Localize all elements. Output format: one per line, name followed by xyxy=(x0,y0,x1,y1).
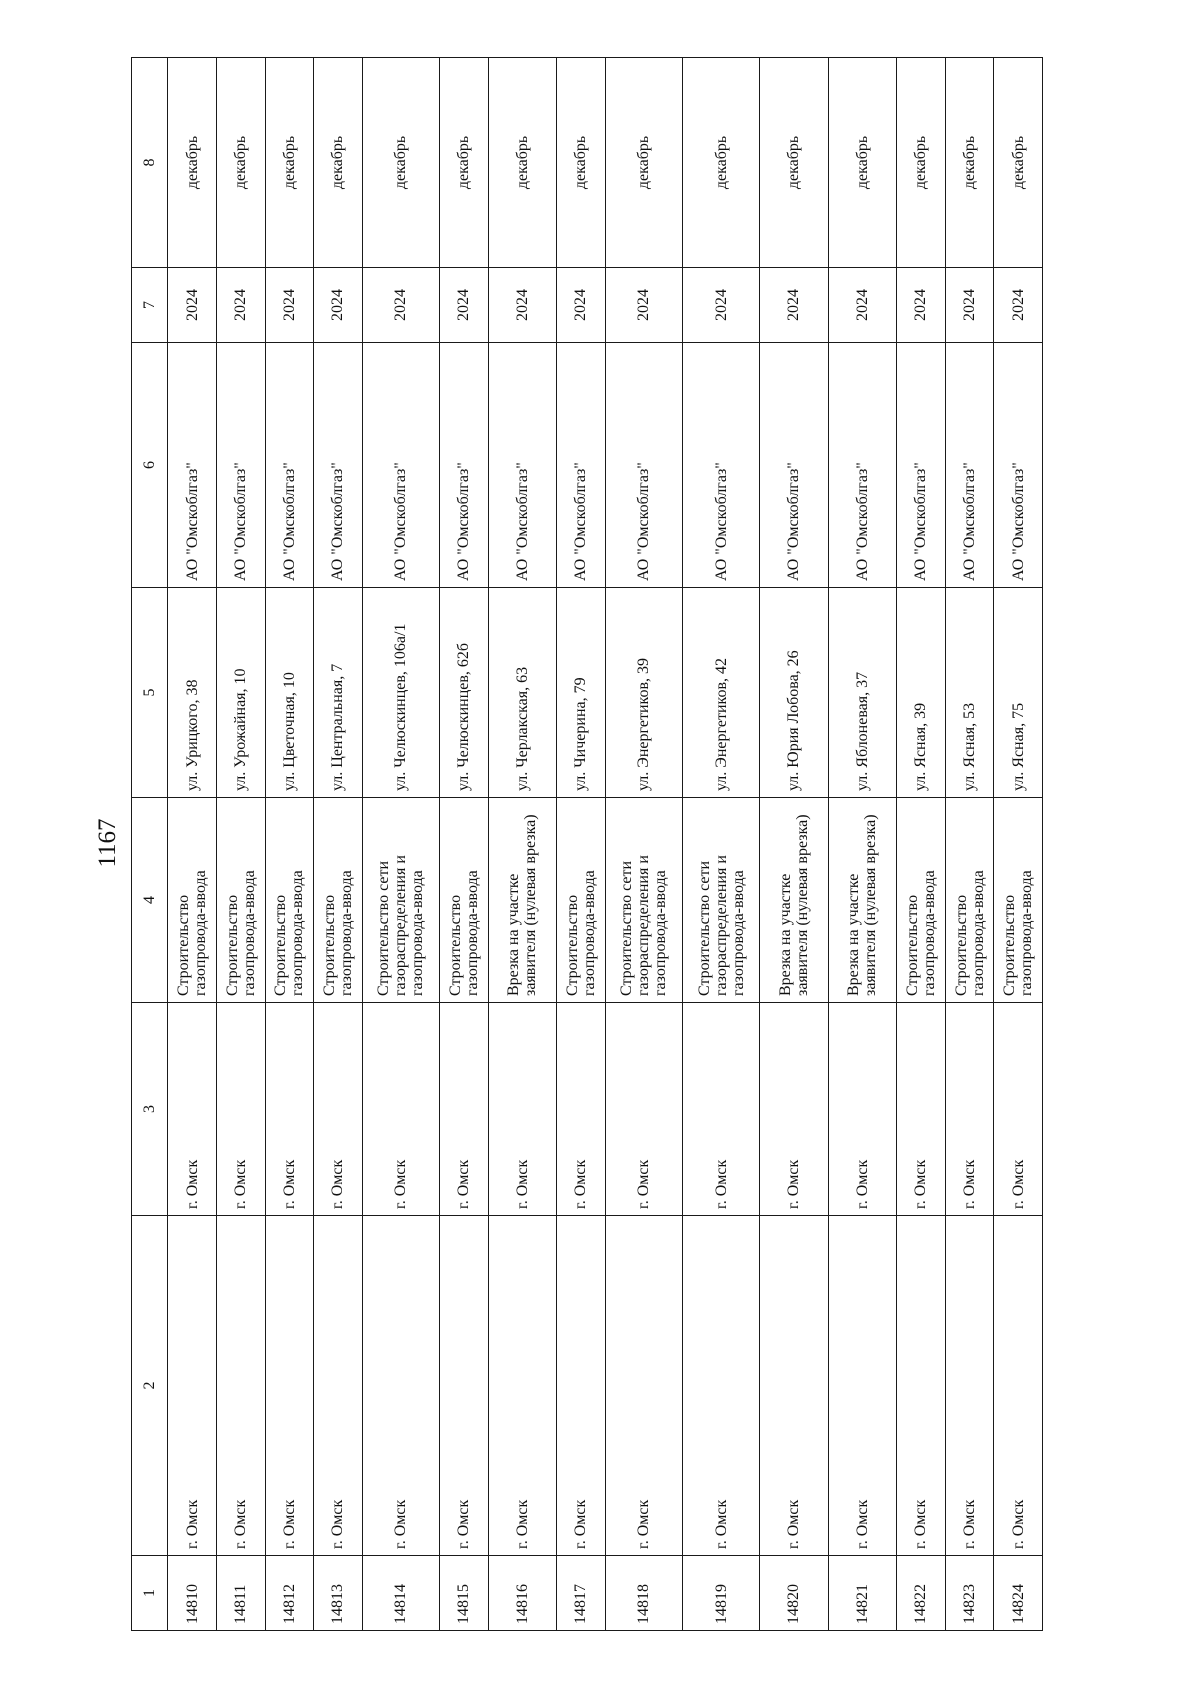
region-cell: г. Омск xyxy=(265,1216,314,1556)
column-header-3: 3 xyxy=(132,1003,168,1216)
table-row xyxy=(682,58,759,1631)
address-cell: ул. Челюскинцев, 106а/1 xyxy=(362,588,439,798)
city-cell: г. Омск xyxy=(488,1003,556,1216)
work-type-cell: Врезка на участке заявителя (нулевая врезка) xyxy=(828,798,896,1003)
city-cell: г. Омск xyxy=(168,1003,217,1216)
organization-cell: АО "Омскоблгаз" xyxy=(168,343,217,588)
year-cell: 2024 xyxy=(440,268,489,343)
table-row xyxy=(994,58,1043,1631)
column-header-7: 7 xyxy=(132,268,168,343)
city-cell: г. Омск xyxy=(828,1003,896,1216)
city-cell: г. Омск xyxy=(265,1003,314,1216)
month-cell: декабрь xyxy=(828,58,896,268)
year-cell: 2024 xyxy=(168,268,217,343)
address-cell: ул. Ясная, 75 xyxy=(994,588,1043,798)
city-cell: г. Омск xyxy=(897,1003,946,1216)
region-cell: г. Омск xyxy=(760,1216,828,1556)
table-row xyxy=(265,58,314,1631)
row-number-cell: 14821 xyxy=(828,1556,896,1631)
region-cell: г. Омск xyxy=(557,1216,606,1556)
city-cell: г. Омск xyxy=(217,1003,266,1216)
region-cell: г. Омск xyxy=(168,1216,217,1556)
address-cell: ул. Урицкого, 38 xyxy=(168,588,217,798)
organization-cell: АО "Омскоблгаз" xyxy=(265,343,314,588)
month-cell: декабрь xyxy=(488,58,556,268)
region-cell: г. Омск xyxy=(362,1216,439,1556)
region-cell: г. Омск xyxy=(828,1216,896,1556)
work-type-cell: Строительство газопровода-ввода xyxy=(945,798,994,1003)
column-header-8: 8 xyxy=(132,58,168,268)
region-cell: г. Омск xyxy=(488,1216,556,1556)
column-header-1: 1 xyxy=(132,1556,168,1631)
address-cell: ул. Челюскинцев, 62б xyxy=(440,588,489,798)
month-cell: декабрь xyxy=(362,58,439,268)
region-cell: г. Омск xyxy=(945,1216,994,1556)
city-cell: г. Омск xyxy=(760,1003,828,1216)
registry-table xyxy=(131,57,1043,1631)
address-cell: ул. Черлакская, 63 xyxy=(488,588,556,798)
column-header-6: 6 xyxy=(132,343,168,588)
table-row xyxy=(897,58,946,1631)
organization-cell: АО "Омскоблгаз" xyxy=(440,343,489,588)
address-cell: ул. Урожайная, 10 xyxy=(217,588,266,798)
city-cell: г. Омск xyxy=(557,1003,606,1216)
year-cell: 2024 xyxy=(265,268,314,343)
work-type-cell: Строительство сети газораспределения и газопровода-ввода xyxy=(682,798,759,1003)
city-cell: г. Омск xyxy=(682,1003,759,1216)
city-cell: г. Омск xyxy=(440,1003,489,1216)
city-cell: г. Омск xyxy=(314,1003,363,1216)
month-cell: декабрь xyxy=(265,58,314,268)
row-number-cell: 14824 xyxy=(994,1556,1043,1631)
row-number-cell: 14818 xyxy=(605,1556,682,1631)
address-cell: ул. Ясная, 53 xyxy=(945,588,994,798)
table-row xyxy=(760,58,828,1631)
month-cell: декабрь xyxy=(945,58,994,268)
row-number-cell: 14814 xyxy=(362,1556,439,1631)
address-cell: ул. Центральная, 7 xyxy=(314,588,363,798)
organization-cell: АО "Омскоблгаз" xyxy=(828,343,896,588)
region-cell: г. Омск xyxy=(682,1216,759,1556)
year-cell: 2024 xyxy=(314,268,363,343)
work-type-cell: Строительство газопровода-ввода xyxy=(168,798,217,1003)
organization-cell: АО "Омскоблгаз" xyxy=(362,343,439,588)
page-number: 1167 xyxy=(94,818,121,868)
month-cell: декабрь xyxy=(897,58,946,268)
month-cell: декабрь xyxy=(557,58,606,268)
address-cell: ул. Яблоневая, 37 xyxy=(828,588,896,798)
row-number-cell: 14819 xyxy=(682,1556,759,1631)
row-number-cell: 14810 xyxy=(168,1556,217,1631)
address-cell: ул. Юрия Лобова, 26 xyxy=(760,588,828,798)
table-header-row xyxy=(132,58,168,1631)
address-cell: ул. Цветочная, 10 xyxy=(265,588,314,798)
work-type-cell: Строительство газопровода-ввода xyxy=(265,798,314,1003)
year-cell: 2024 xyxy=(897,268,946,343)
year-cell: 2024 xyxy=(217,268,266,343)
column-header-4: 4 xyxy=(132,798,168,1003)
work-type-cell: Строительство газопровода-ввода xyxy=(217,798,266,1003)
city-cell: г. Омск xyxy=(945,1003,994,1216)
table-row xyxy=(488,58,556,1631)
month-cell: декабрь xyxy=(217,58,266,268)
address-cell: ул. Ясная, 39 xyxy=(897,588,946,798)
organization-cell: АО "Омскоблгаз" xyxy=(760,343,828,588)
column-header-2: 2 xyxy=(132,1216,168,1556)
table-row xyxy=(605,58,682,1631)
organization-cell: АО "Омскоблгаз" xyxy=(314,343,363,588)
organization-cell: АО "Омскоблгаз" xyxy=(682,343,759,588)
month-cell: декабрь xyxy=(605,58,682,268)
region-cell: г. Омск xyxy=(217,1216,266,1556)
region-cell: г. Омск xyxy=(440,1216,489,1556)
month-cell: декабрь xyxy=(168,58,217,268)
row-number-cell: 14811 xyxy=(217,1556,266,1631)
city-cell: г. Омск xyxy=(994,1003,1043,1216)
address-cell: ул. Энергетиков, 42 xyxy=(682,588,759,798)
month-cell: декабрь xyxy=(760,58,828,268)
row-number-cell: 14823 xyxy=(945,1556,994,1631)
organization-cell: АО "Омскоблгаз" xyxy=(488,343,556,588)
region-cell: г. Омск xyxy=(897,1216,946,1556)
table-row xyxy=(314,58,363,1631)
year-cell: 2024 xyxy=(557,268,606,343)
address-cell: ул. Чичерина, 79 xyxy=(557,588,606,798)
work-type-cell: Строительство сети газораспределения и газопровода-ввода xyxy=(605,798,682,1003)
year-cell: 2024 xyxy=(994,268,1043,343)
table-row xyxy=(557,58,606,1631)
work-type-cell: Строительство сети газораспределения и газопровода-ввода xyxy=(362,798,439,1003)
region-cell: г. Омск xyxy=(314,1216,363,1556)
organization-cell: АО "Омскоблгаз" xyxy=(557,343,606,588)
region-cell: г. Омск xyxy=(994,1216,1043,1556)
month-cell: декабрь xyxy=(682,58,759,268)
year-cell: 2024 xyxy=(362,268,439,343)
year-cell: 2024 xyxy=(488,268,556,343)
city-cell: г. Омск xyxy=(362,1003,439,1216)
table-row xyxy=(217,58,266,1631)
work-type-cell: Строительство газопровода-ввода xyxy=(994,798,1043,1003)
row-number-cell: 14815 xyxy=(440,1556,489,1631)
year-cell: 2024 xyxy=(605,268,682,343)
month-cell: декабрь xyxy=(994,58,1043,268)
table-row xyxy=(362,58,439,1631)
table-row xyxy=(168,58,217,1631)
organization-cell: АО "Омскоблгаз" xyxy=(605,343,682,588)
city-cell: г. Омск xyxy=(605,1003,682,1216)
rotated-table-container xyxy=(131,58,1043,1631)
work-type-cell: Строительство газопровода-ввода xyxy=(440,798,489,1003)
year-cell: 2024 xyxy=(760,268,828,343)
organization-cell: АО "Омскоблгаз" xyxy=(897,343,946,588)
column-header-5: 5 xyxy=(132,588,168,798)
month-cell: декабрь xyxy=(314,58,363,268)
row-number-cell: 14812 xyxy=(265,1556,314,1631)
row-number-cell: 14816 xyxy=(488,1556,556,1631)
region-cell: г. Омск xyxy=(605,1216,682,1556)
row-number-cell: 14820 xyxy=(760,1556,828,1631)
work-type-cell: Строительство газопровода-ввода xyxy=(314,798,363,1003)
organization-cell: АО "Омскоблгаз" xyxy=(217,343,266,588)
work-type-cell: Строительство газопровода-ввода xyxy=(897,798,946,1003)
year-cell: 2024 xyxy=(945,268,994,343)
work-type-cell: Врезка на участке заявителя (нулевая врезка) xyxy=(488,798,556,1003)
row-number-cell: 14822 xyxy=(897,1556,946,1631)
organization-cell: АО "Омскоблгаз" xyxy=(994,343,1043,588)
month-cell: декабрь xyxy=(440,58,489,268)
row-number-cell: 14813 xyxy=(314,1556,363,1631)
year-cell: 2024 xyxy=(682,268,759,343)
year-cell: 2024 xyxy=(828,268,896,343)
row-number-cell: 14817 xyxy=(557,1556,606,1631)
address-cell: ул. Энергетиков, 39 xyxy=(605,588,682,798)
table-row xyxy=(440,58,489,1631)
work-type-cell: Врезка на участке заявителя (нулевая врезка) xyxy=(760,798,828,1003)
table-row xyxy=(828,58,896,1631)
work-type-cell: Строительство газопровода-ввода xyxy=(557,798,606,1003)
organization-cell: АО "Омскоблгаз" xyxy=(945,343,994,588)
table-row xyxy=(945,58,994,1631)
